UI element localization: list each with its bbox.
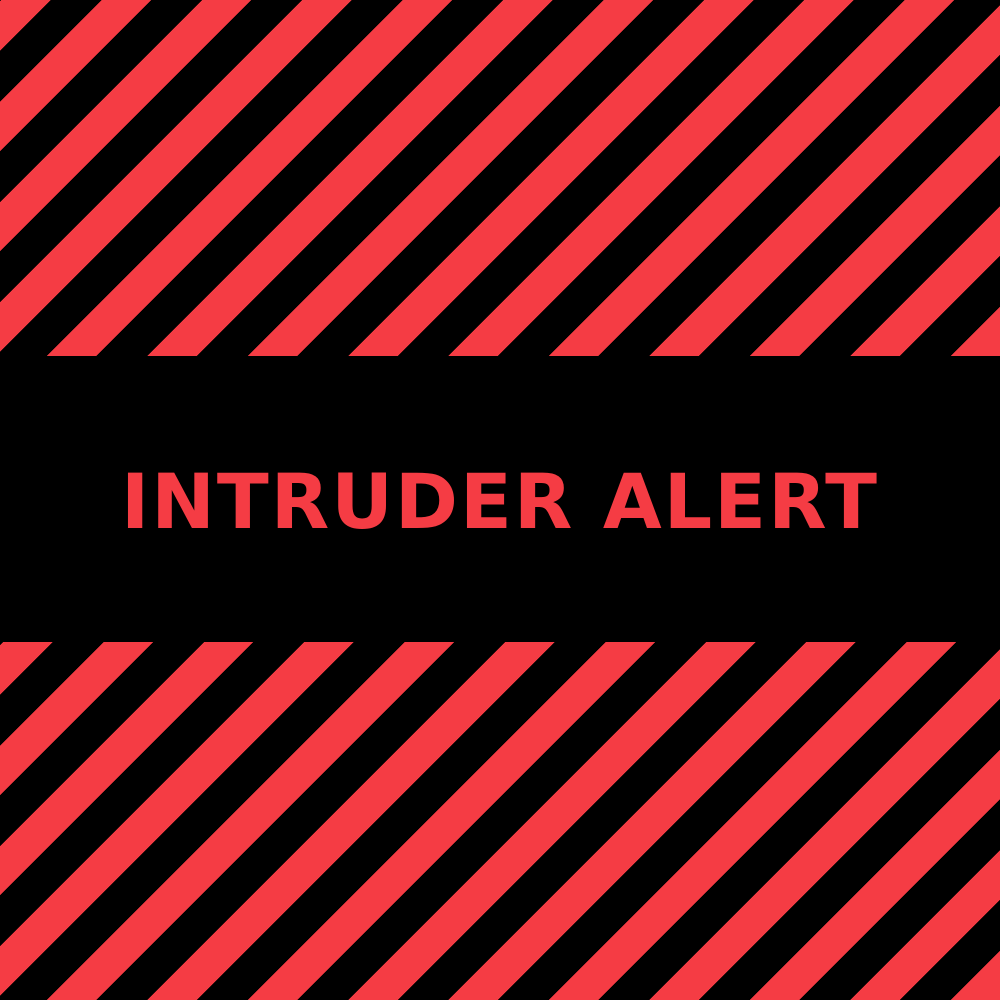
alert-message: INTRUDER ALERT xyxy=(120,457,880,546)
warning-stripes-top xyxy=(0,0,1000,356)
alert-banner xyxy=(0,356,1000,642)
warning-stripes-bottom xyxy=(0,642,1000,1000)
